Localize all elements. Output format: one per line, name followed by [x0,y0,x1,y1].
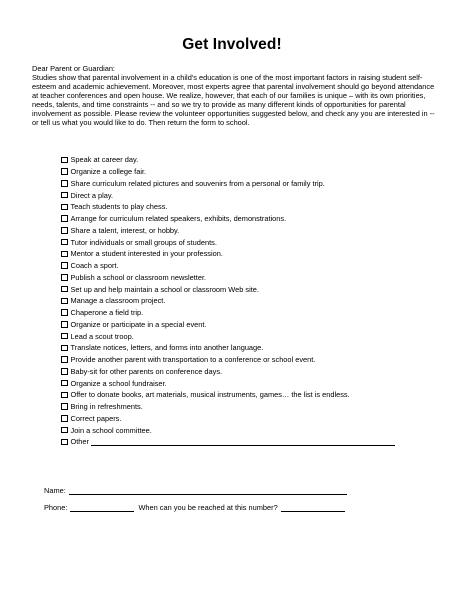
salutation: Dear Parent or Guardian: [32,64,115,73]
checkbox[interactable] [61,168,68,175]
checklist-item-label: Bring in refreshments. [70,402,143,412]
volunteer-checklist [61,154,441,448]
checkbox[interactable] [61,345,68,352]
checklist-item [61,366,441,378]
checklist-item [61,260,441,272]
checkbox[interactable] [61,368,68,375]
checklist-item [61,377,441,389]
checklist-item-label: Baby-sit for other parents on conference days. [70,366,223,376]
checkbox[interactable] [61,439,68,446]
checkbox[interactable] [61,286,68,293]
checklist-item-label: Speak at career day. [70,155,139,165]
phone-row [44,503,345,512]
checkbox[interactable] [61,309,68,316]
checkbox[interactable] [61,262,68,269]
checklist-item-label: Offer to donate books, art materials, musical instruments, games… the list is endless. [70,390,350,400]
checklist-item [61,236,441,248]
reach-label: When can you be reached at this number? [138,503,278,512]
checklist-item-label: Share curriculum related pictures and souvenirs from a personal or family trip. [70,178,325,188]
intro-paragraph: Studies show that parental involvement in a child's education is one of the most important factors in raising student self-esteem and academic achievement. Moreover, most experts agree that parental involvement should go beyond attendance at teacher conferences and open house. We realize, however, that each of our families is unique – with its own priorities, needs, talents, and time constraints -- and so we try to provide as many different kinds of opportunities for parental involvement as possible. Please review the volunteer opportunities suggested below, and check any you are interested in -- or tell us what you would like to do. Then return the form to school. [32,73,435,127]
checklist-item-label: Organize or participate in a special event. [70,319,207,329]
checklist-item [61,401,441,413]
checklist-item-label: Correct papers. [70,413,122,423]
checklist-item [61,354,441,366]
name-field[interactable] [69,486,347,495]
other-write-in-field[interactable] [91,437,395,446]
checkbox[interactable] [61,204,68,211]
checkbox[interactable] [61,356,68,363]
checklist-item [61,189,441,201]
checkbox[interactable] [61,298,68,305]
checkbox[interactable] [61,392,68,399]
checklist-item [61,389,441,401]
checklist-item [61,166,441,178]
checklist-item [61,283,441,295]
checklist-item-other [61,436,441,448]
checkbox[interactable] [61,415,68,422]
checklist-item-label: Publish a school or classroom newsletter. [70,272,207,282]
checklist-item-label: Direct a play. [70,190,114,200]
checklist-item [61,272,441,284]
checklist-item [61,213,441,225]
checklist-item [61,154,441,166]
checklist-item-label: Mentor a student interested in your profession. [70,249,223,259]
name-label: Name: [44,486,66,495]
checklist-item-label: Translate notices, letters, and forms into another language. [70,343,264,353]
reach-time-field[interactable] [281,503,345,512]
checklist-item [61,178,441,190]
checklist-item-label: Organize a school fundraiser. [70,378,167,388]
checkbox[interactable] [61,427,68,434]
checkbox[interactable] [61,157,68,164]
checklist-item-label: Organize a college fair. [70,167,147,177]
checkbox[interactable] [61,380,68,387]
checkbox[interactable] [61,239,68,246]
phone-label: Phone: [44,503,68,512]
checklist-item [61,342,441,354]
checklist-item [61,330,441,342]
checkbox[interactable] [61,227,68,234]
checklist-item-label: Arrange for curriculum related speakers, exhibits, demonstrations. [70,214,287,224]
checklist-item-label: Tutor individuals or small groups of students. [70,237,217,247]
checklist-item [61,307,441,319]
name-row [44,486,347,495]
checkbox[interactable] [61,274,68,281]
checklist-item [61,248,441,260]
phone-field[interactable] [70,503,134,512]
checkbox[interactable] [61,215,68,222]
checklist-item-label: Manage a classroom project. [70,296,166,306]
checklist-item-label: Join a school committee. [70,425,152,435]
checkbox[interactable] [61,321,68,328]
checklist-item-label: Provide another parent with transportation to a conference or school event. [70,355,316,365]
checkbox[interactable] [61,180,68,187]
checklist-item-label: Share a talent, interest, or hobby. [70,225,180,235]
checklist-item [61,413,441,425]
checkbox[interactable] [61,333,68,340]
checklist-item [61,225,441,237]
checkbox[interactable] [61,403,68,410]
checklist-item [61,295,441,307]
checklist-item-label: Lead a scout troop. [70,331,134,341]
checkbox[interactable] [61,251,68,258]
checklist-item [61,319,441,331]
checklist-item [61,201,441,213]
checklist-item-label: Chaperone a field trip. [70,308,144,318]
checklist-item [61,424,441,436]
other-label: Other [70,437,89,447]
checklist-item-label: Teach students to play chess. [70,202,168,212]
checklist-item-label: Set up and help maintain a school or classroom Web site. [70,284,259,294]
checkbox[interactable] [61,192,68,199]
checklist-item-label: Coach a sport. [70,261,119,271]
document-title: Get Involved! [182,36,282,53]
